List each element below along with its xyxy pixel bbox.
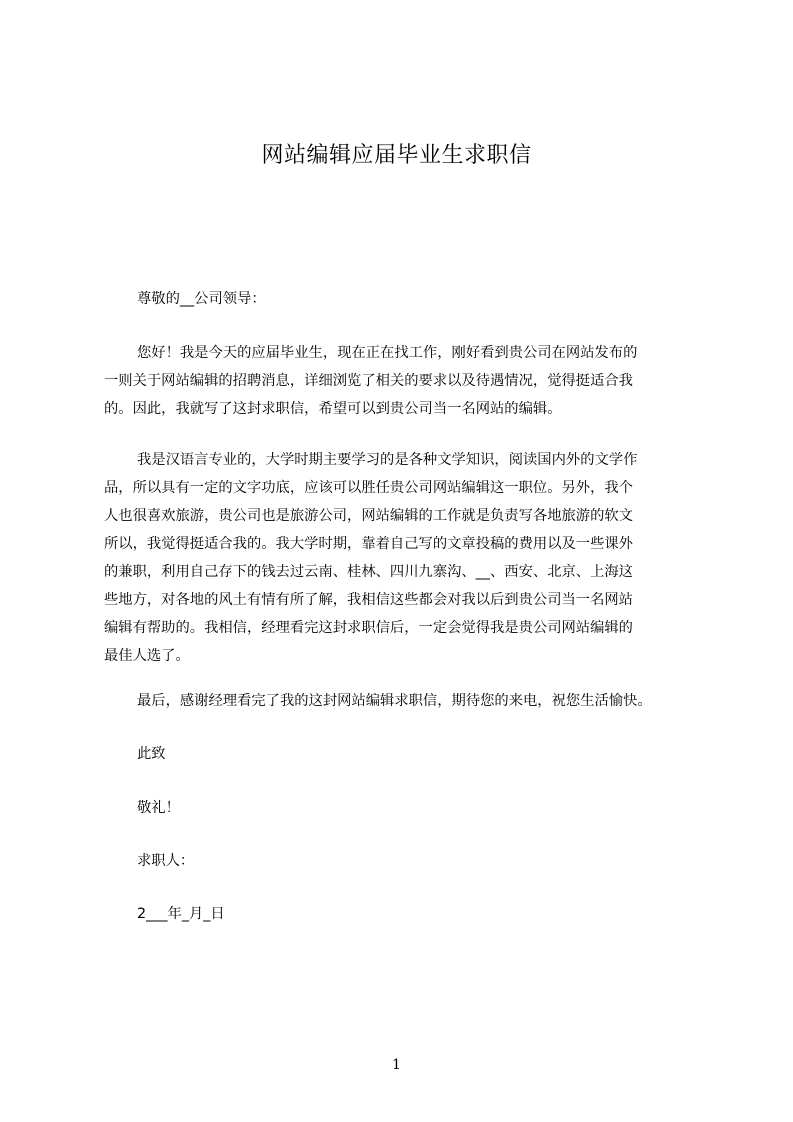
paragraph-2 — [104, 446, 698, 670]
greeting: 尊敬的__公司领导： — [137, 291, 266, 307]
paragraph-2-line: 编辑有帮助的。我相信，经理看完这封求职信后，一定会觉得我是贵公司网站编辑的 — [104, 620, 633, 636]
paragraph-2-line: 些地方，对各地的风土有情有所了解，我相信这些都会对我以后到贵公司当一名网站 — [104, 592, 633, 608]
paragraph-2-line: 我是汉语言专业的，大学时期主要学习的是各种文学知识，阅读国内外的文学作 — [137, 452, 638, 468]
closing-salutation: 此致 — [137, 746, 166, 762]
paragraph-2-line: 的兼职，利用自己存下的钱去过云南、桂林、四川九寨沟、__、西安、北京、上海这 — [104, 564, 633, 580]
paragraph-1-line: 的。因此，我就写了这封求职信，希望可以到贵公司当一名网站的编辑。 — [104, 401, 562, 417]
closing-regards: 敬礼！ — [137, 800, 180, 816]
document-title: 网站编辑应届毕业生求职信 — [261, 143, 532, 168]
page-number: 1 — [392, 1057, 401, 1073]
signature-label: 求职人： — [137, 853, 195, 869]
paragraph-2-line: 最佳人选了。 — [104, 648, 190, 664]
paragraph-2-line: 所以，我觉得挺适合我的。我大学时期，靠着自己写的文章投稿的费用以及一些课外 — [104, 536, 633, 552]
paragraph-1 — [104, 339, 698, 423]
paragraph-1-line: 您好！我是今天的应届毕业生，现在正在找工作，刚好看到贵公司在网站发布的 — [137, 345, 638, 361]
paragraph-3: 最后，感谢经理看完了我的这封网站编辑求职信，期待您的来电，祝您生活愉快。 — [137, 693, 652, 709]
paragraph-1-line: 一则关于网站编辑的招聘消息，详细浏览了相关的要求以及待遇情况，觉得挺适合我 — [104, 373, 633, 389]
date-line: 2___年_月_日 — [137, 906, 225, 922]
paragraph-2-line: 人也很喜欢旅游，贵公司也是旅游公司，网站编辑的工作就是负责写各地旅游的软文 — [104, 508, 633, 524]
paragraph-2-line: 品，所以具有一定的文字功底，应该可以胜任贵公司网站编辑这一职位。另外，我个 — [104, 480, 633, 496]
